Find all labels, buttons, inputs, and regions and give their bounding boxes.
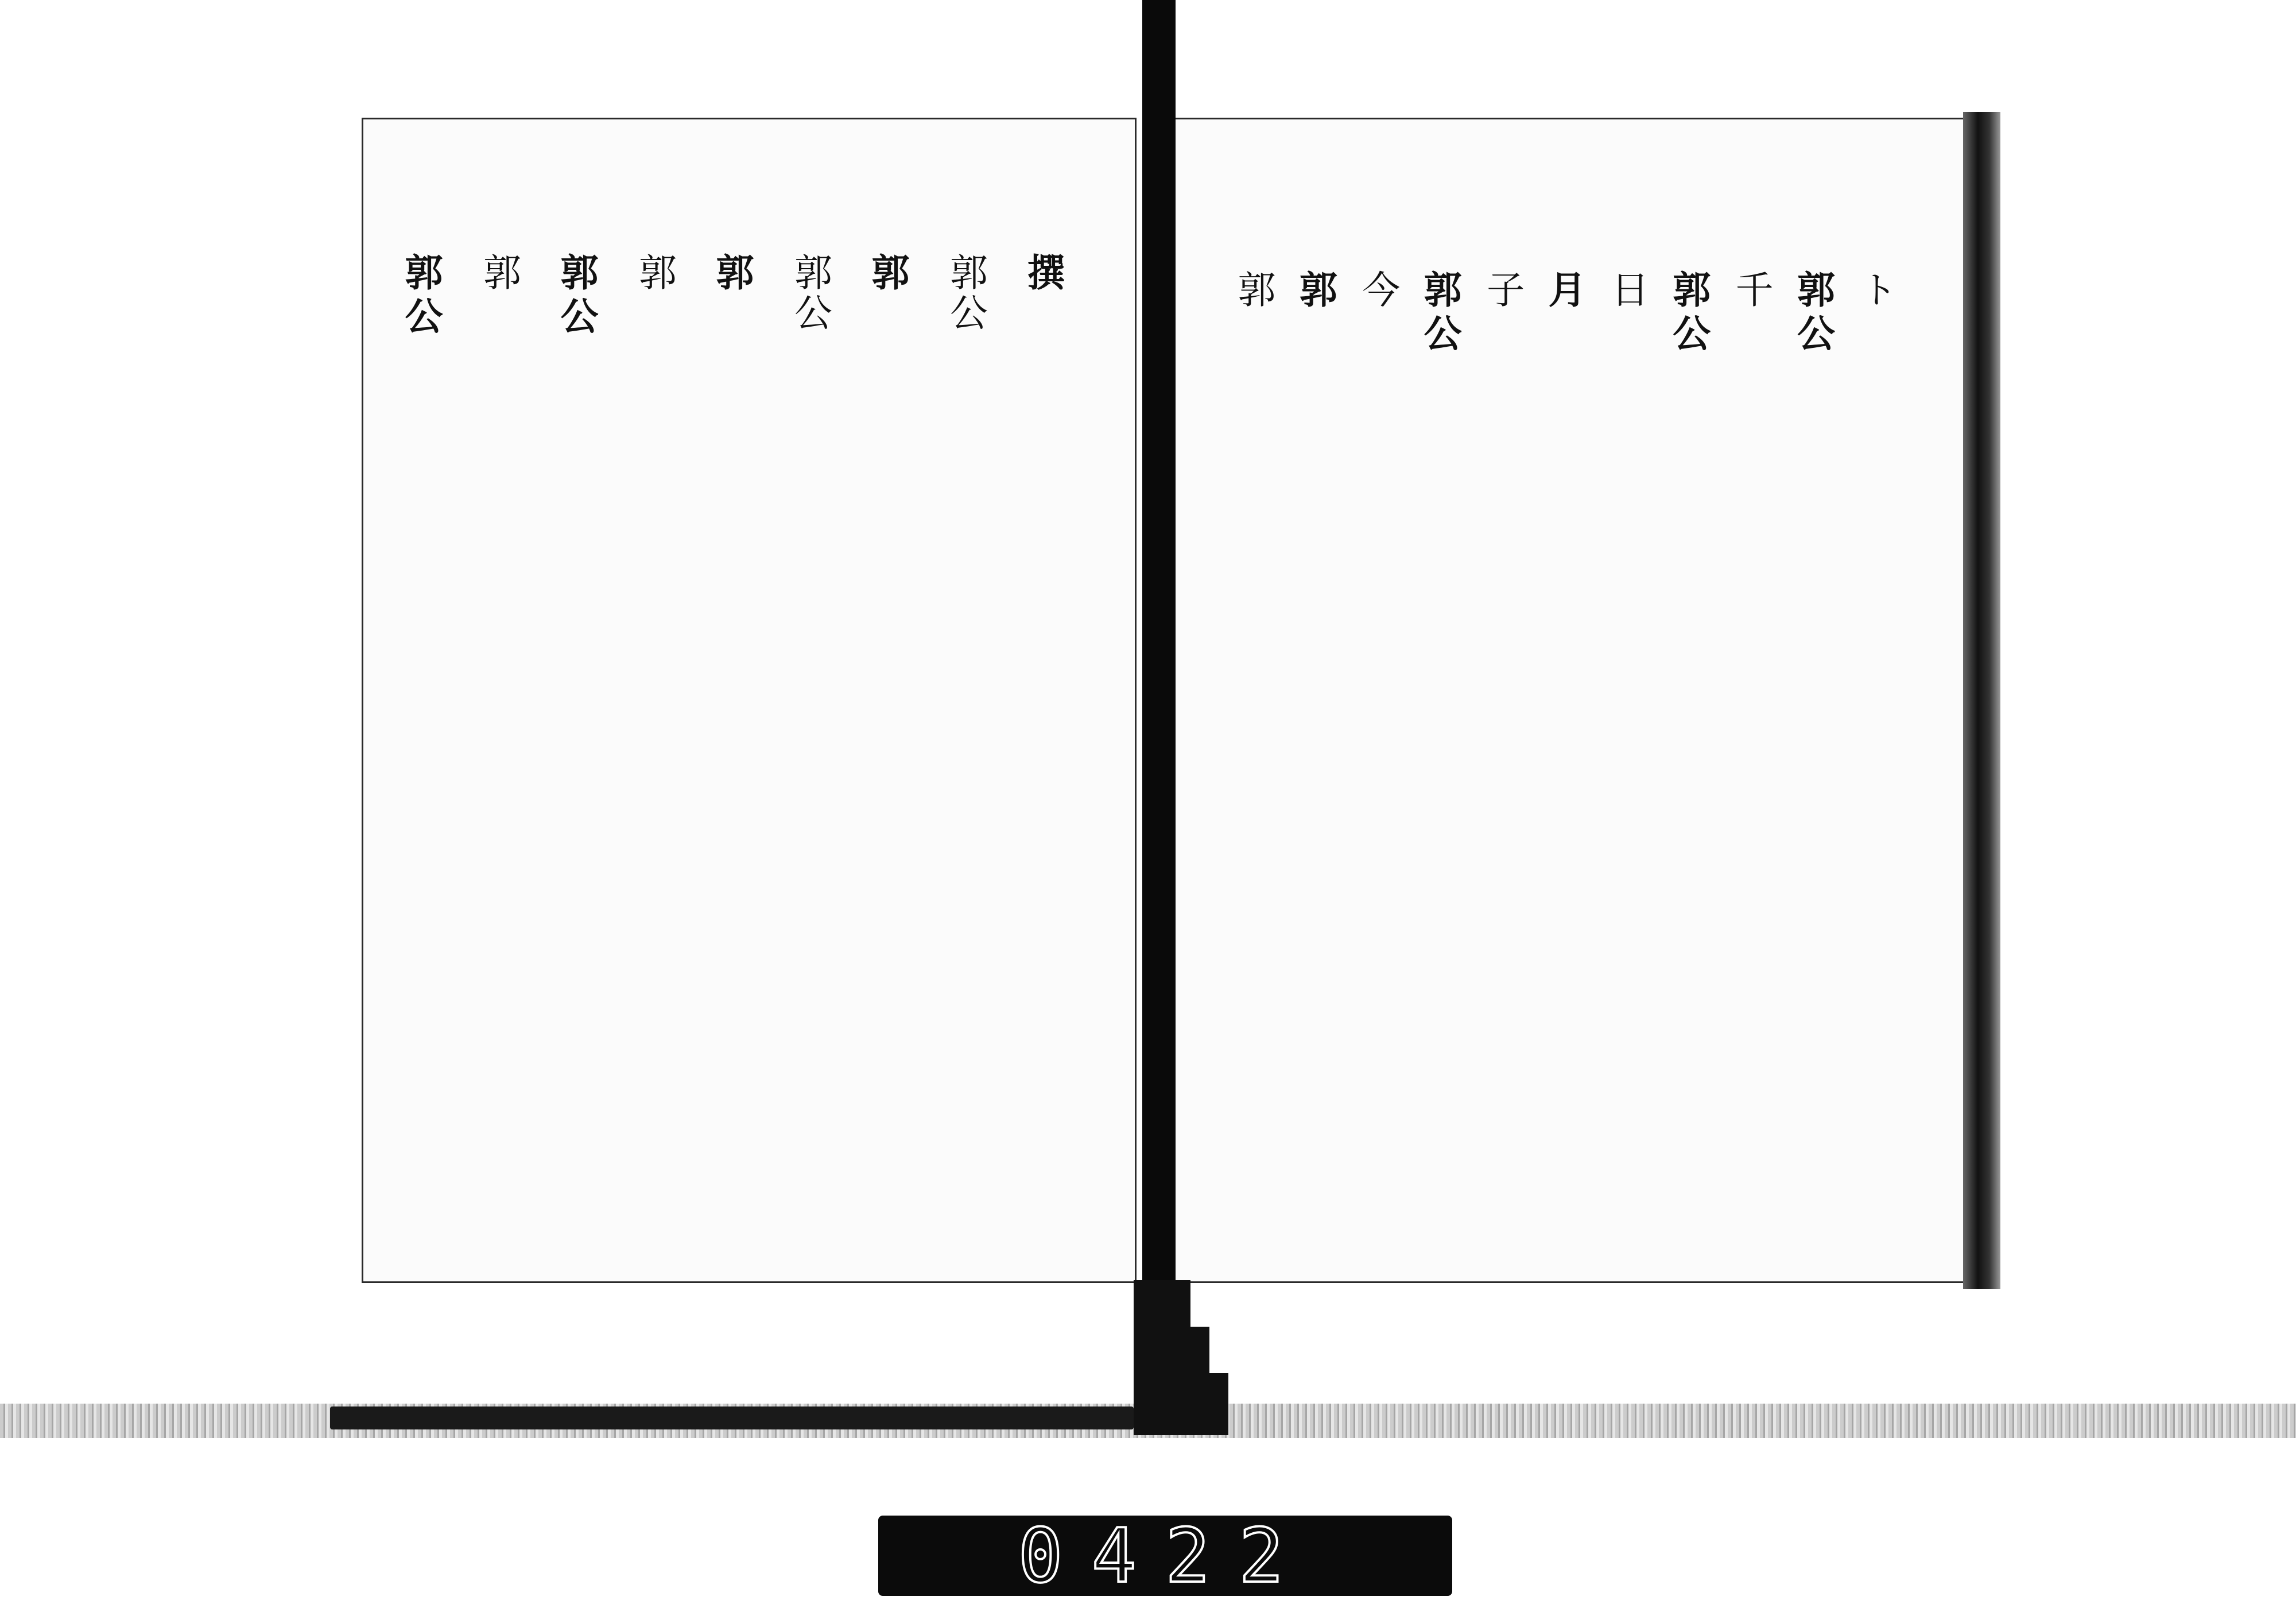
text-column: 郭公 <box>1666 270 1711 357</box>
left-page-text <box>398 253 1065 1240</box>
page-edge-stack <box>1963 112 2000 1289</box>
text-column: ト <box>1853 270 1898 310</box>
text-column: 郭公 <box>1790 270 1836 357</box>
text-column: 月 <box>1541 270 1587 313</box>
frame-number-label <box>878 1512 1452 1599</box>
text-column: 郭 <box>1231 270 1275 310</box>
text-column: 撰 <box>1021 253 1065 296</box>
text-column: 千 <box>1729 270 1774 310</box>
frame-number-text: 0422 <box>1018 1512 1313 1599</box>
text-column: 郭 <box>476 253 521 293</box>
book-spine <box>1142 0 1176 1435</box>
text-column: 子 <box>1480 270 1525 310</box>
text-column: 郭公 <box>398 253 443 340</box>
text-column: 郭 <box>865 253 910 296</box>
text-column: 郭 <box>632 253 677 293</box>
page-shadow <box>330 1406 1134 1429</box>
text-column: 日 <box>1604 270 1649 310</box>
text-column: 郭公 <box>788 253 832 333</box>
text-column: 郭公 <box>943 253 988 333</box>
text-column: 郭公 <box>554 253 599 340</box>
book-spine-base <box>1134 1280 1228 1435</box>
text-column: 郭 <box>709 253 754 296</box>
text-column: 郭 <box>1293 270 1338 313</box>
text-column: 郭公 <box>1417 270 1463 357</box>
right-page-text <box>1231 270 1898 1257</box>
text-column: 今 <box>1355 270 1400 310</box>
